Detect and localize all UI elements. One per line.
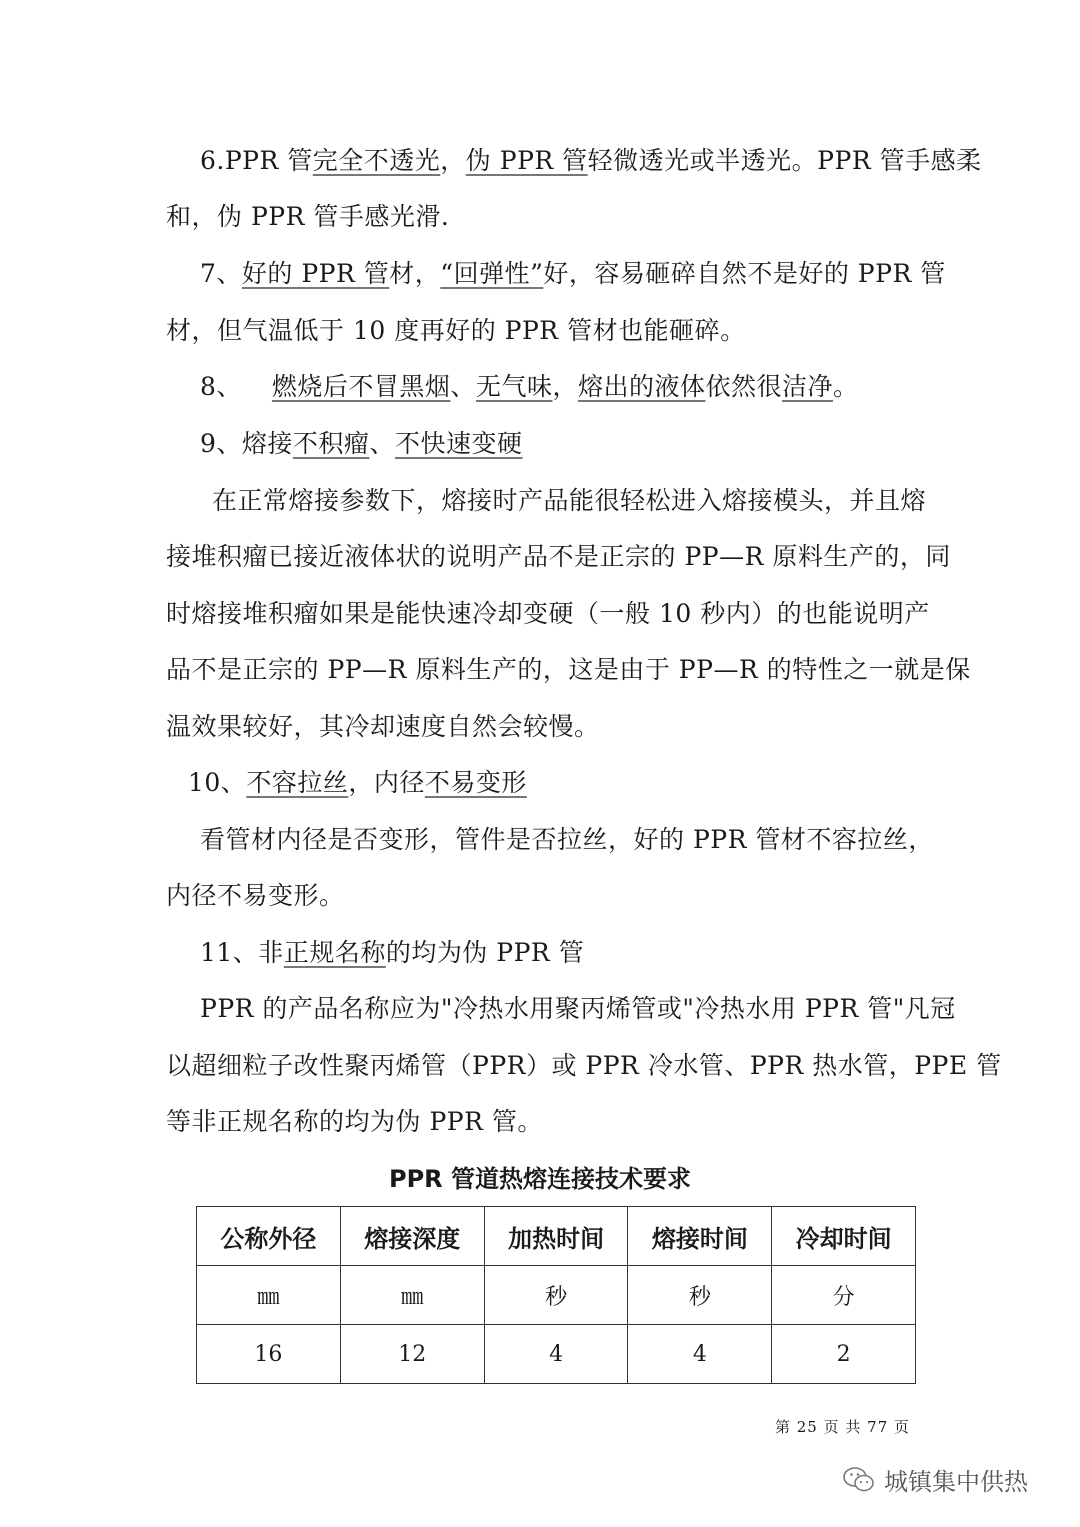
item-7-prefix: 7、 bbox=[200, 259, 242, 288]
item-6-prefix: 6.PPR 管 bbox=[200, 146, 313, 175]
item-10-heading bbox=[188, 766, 527, 800]
welding-spec-table bbox=[196, 1206, 916, 1384]
item-9-heading bbox=[200, 427, 522, 461]
table-header-cell: 熔接深度 bbox=[340, 1207, 484, 1266]
item-6-line-2: 和，伪 PPR 管手感光滑. bbox=[166, 202, 450, 231]
table-header-cell: 加热时间 bbox=[484, 1207, 628, 1266]
item-10-prefix: 10、 bbox=[188, 768, 247, 797]
watermark-text: 城镇集中供热 bbox=[884, 1468, 1028, 1496]
item-10-underlined-1: 不容拉丝 bbox=[246, 768, 349, 797]
table-cell: 4 bbox=[628, 1325, 772, 1384]
item-9-body-line: 品不是正宗的 PP—R 原料生产的，这是由于 PP—R 的特性之一就是保 bbox=[166, 655, 971, 684]
item-8-sep-1: 、 bbox=[450, 372, 476, 401]
item-7-underlined-2: “回弹性” bbox=[440, 259, 544, 288]
item-7-line-1 bbox=[200, 257, 946, 291]
item-6-line-1 bbox=[200, 144, 982, 178]
item-9-body-line: 在正常熔接参数下，熔接时产品能很轻松进入熔接模头，并且熔 bbox=[212, 486, 927, 515]
item-10-mid: ，内径 bbox=[348, 768, 425, 797]
item-8-underlined-4: 洁净 bbox=[782, 372, 834, 401]
item-7-mid: 材， bbox=[389, 259, 441, 288]
item-10-underlined-2: 不易变形 bbox=[424, 768, 527, 797]
item-9-prefix: 9、熔接 bbox=[200, 429, 293, 458]
table-header-cell: 冷却时间 bbox=[772, 1207, 916, 1266]
item-7-rest: 好，容易砸碎自然不是好的 PPR 管 bbox=[543, 259, 946, 288]
table-row bbox=[197, 1325, 916, 1384]
table-unit-cell: 分 bbox=[772, 1266, 916, 1325]
table-unit-cell: ㎜ bbox=[197, 1266, 341, 1325]
item-9-underlined-2: 不快速变硬 bbox=[394, 429, 523, 458]
item-11-body-line: PPR 的产品名称应为"冷热水用聚丙烯管或"冷热水用 PPR 管"凡冠 bbox=[200, 994, 956, 1023]
table-header-cell: 熔接时间 bbox=[628, 1207, 772, 1266]
item-9-body-line: 接堆积瘤已接近液体状的说明产品不是正宗的 PP—R 原料生产的，同 bbox=[166, 542, 951, 571]
item-9-body-line: 温效果较好，其冷却速度自然会较慢。 bbox=[166, 712, 600, 741]
table-header-row bbox=[197, 1207, 916, 1266]
item-8-underlined-3: 熔出的液体 bbox=[577, 372, 706, 401]
table-cell: 12 bbox=[340, 1325, 484, 1384]
item-11-underlined: 正规名称 bbox=[283, 938, 386, 967]
item-8-mid: 依然很 bbox=[705, 372, 782, 401]
item-8-end: 。 bbox=[833, 372, 859, 401]
item-7-underlined-1: 好的 PPR 管 bbox=[241, 259, 390, 288]
item-8-sep-2: ， bbox=[552, 372, 578, 401]
table-header-cell: 公称外径 bbox=[197, 1207, 341, 1266]
item-10-body-line: 看管材内径是否变形，管件是否拉丝，好的 PPR 管材不容拉丝， bbox=[200, 825, 934, 854]
item-6-underlined-1: 完全不透光 bbox=[312, 146, 441, 175]
item-7-line-2: 材，但气温低于 10 度再好的 PPR 管材也能砸碎。 bbox=[166, 316, 746, 345]
table-unit-cell: 秒 bbox=[628, 1266, 772, 1325]
item-8-prefix: 8、 bbox=[200, 372, 242, 401]
table-units-row bbox=[197, 1266, 916, 1325]
item-11-rest: 的均为伪 PPR 管 bbox=[385, 938, 585, 967]
table-unit-cell: 秒 bbox=[484, 1266, 628, 1325]
page-number: 第 25 页 共 77 页 bbox=[775, 1418, 911, 1436]
item-8-line bbox=[200, 370, 859, 404]
item-11-body-line: 以超细粒子改性聚丙烯管（PPR）或 PPR 冷水管、PPR 热水管，PPE 管 bbox=[166, 1051, 1002, 1080]
item-11-heading bbox=[200, 936, 584, 970]
item-6-rest: 轻微透光或半透光。PPR 管手感柔 bbox=[587, 146, 982, 175]
item-8-underlined-1: 燃烧后不冒黑烟 bbox=[271, 372, 451, 401]
table-cell: 16 bbox=[197, 1325, 341, 1384]
item-10-body-line: 内径不易变形。 bbox=[166, 881, 345, 910]
item-9-sep: 、 bbox=[369, 429, 395, 458]
item-11-body-line: 等非正规名称的均为伪 PPR 管。 bbox=[166, 1107, 543, 1136]
item-11-prefix: 11、非 bbox=[200, 938, 284, 967]
table-cell: 2 bbox=[772, 1325, 916, 1384]
item-9-body-line: 时熔接堆积瘤如果是能快速冷却变硬（一般 10 秒内）的也能说明产 bbox=[166, 599, 930, 628]
table-unit-cell: ㎜ bbox=[340, 1266, 484, 1325]
item-8-underlined-2: 无气味 bbox=[475, 372, 553, 401]
wechat-icon bbox=[842, 1465, 876, 1495]
item-9-underlined-1: 不积瘤 bbox=[292, 429, 370, 458]
table-title: PPR 管道热熔连接技术要求 bbox=[388, 1165, 691, 1193]
watermark bbox=[842, 1462, 1028, 1497]
table-cell: 4 bbox=[484, 1325, 628, 1384]
item-6-comma: ， bbox=[440, 146, 466, 175]
item-6-underlined-2: 伪 PPR 管 bbox=[465, 146, 588, 175]
